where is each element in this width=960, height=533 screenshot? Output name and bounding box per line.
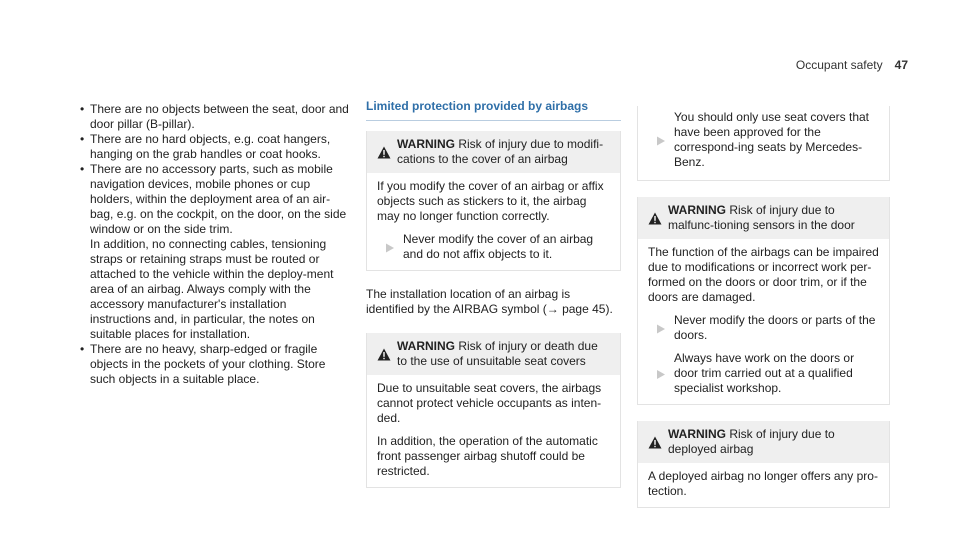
instruction-arrow-icon <box>656 112 666 170</box>
warning-headline: Risk of injury due to deployed airbag <box>668 427 835 456</box>
warning-header <box>638 421 889 463</box>
list-item-text: There are no objects between the seat, door and door pillar (B-pillar). <box>90 102 349 131</box>
list-item <box>80 102 350 132</box>
warning-signal-word: WARNING <box>397 137 455 151</box>
warning-header <box>367 131 620 173</box>
list-item-text: There are no accessory parts, such as mobile navigation devices, mobile phones or cup holders, within the deployment area of an air-bag, e.g. on the cockpit, on the door, on the side window or on the side trim. <box>90 162 347 236</box>
warning-text: A deployed airbag no longer offers any pro-tection. <box>648 469 878 498</box>
instruction-step <box>648 351 879 396</box>
instruction-step <box>648 110 879 170</box>
warning-box-door-sensors <box>637 197 890 405</box>
list-item <box>80 132 350 162</box>
page-number: 47 <box>894 58 908 72</box>
instruction-text: You should only use seat covers that have been approved for the correspond-ing seats by Mercedes-Benz. <box>674 110 870 169</box>
warning-text: If you modify the cover of an airbag or affix objects such as stickers to it, the airbag may no longer function correctly. <box>377 179 604 223</box>
list-item <box>80 342 350 387</box>
bullet-icon: • <box>80 342 85 356</box>
warning-box-deployed-airbag <box>637 421 890 508</box>
instruction-arrow-icon <box>385 234 395 262</box>
warning-signal-word: WARNING <box>668 203 726 217</box>
instruction-text: Never modify the doors or parts of the doors. <box>674 313 876 342</box>
warning-headline: Risk of injury or death due to the use of unsuitable seat covers <box>397 339 598 368</box>
continued-warning-box <box>637 106 890 181</box>
page-header <box>796 58 908 73</box>
warning-header <box>367 333 620 375</box>
bullet-icon: • <box>80 162 85 176</box>
list-item-text: There are no hard objects, e.g. coat hangers, hanging on the grab handles or coat hooks. <box>90 132 331 161</box>
warning-box-seat-covers <box>366 333 621 488</box>
body-paragraph: The installation location of an airbag is identified by the AIRBAG symbol (→ page 45). <box>366 287 613 316</box>
warning-triangle-icon <box>648 428 662 457</box>
instruction-step <box>648 313 879 343</box>
chapter-title: Occupant safety <box>795 58 883 72</box>
warning-header <box>638 197 889 239</box>
warning-text: In addition, the operation of the automatic front passenger airbag shutoff could be restricted. <box>377 434 598 478</box>
column-3 <box>637 106 890 508</box>
warning-body <box>638 239 889 404</box>
warning-body <box>638 463 889 507</box>
instruction-step <box>377 232 610 262</box>
warning-headline: Risk of injury due to malfunc-tioning sensors in the door <box>668 203 855 232</box>
list-item-text: There are no heavy, sharp-edged or fragile objects in the pockets of your clothing. Store such objects in a suitable place. <box>90 342 326 386</box>
instruction-text: Always have work on the doors or door trim carried out at a qualified specialist workshop. <box>674 351 855 395</box>
warning-triangle-icon <box>648 204 662 233</box>
warning-text: The function of the airbags can be impaired due to modifications or incorrect work per-formed on the doors or door trim, or if the doors are damaged. <box>648 245 879 304</box>
warning-headline: Risk of injury due to modifi-cations to the cover of an airbag <box>397 137 604 166</box>
column-1 <box>80 102 350 387</box>
warning-text: Due to unsuitable seat covers, the airbags cannot protect vehicle occupants as inten-ded. <box>377 381 602 425</box>
bullet-list <box>80 102 350 387</box>
section-heading: Limited protection provided by airbags <box>366 99 621 121</box>
instruction-arrow-icon <box>656 315 666 343</box>
warning-signal-word: WARNING <box>397 339 455 353</box>
warning-box-airbag-cover <box>366 131 621 271</box>
list-item <box>80 162 350 342</box>
list-item-extra-text: In addition, no connecting cables, tensioning straps or retaining straps must be routed or attached to the vehicle within the deploy-ment area of an airbag. Always comply with the accessory manufacturer's installation instructions and, in particular, the notes on suitable places for installation. <box>90 237 334 341</box>
bullet-icon: • <box>80 132 85 146</box>
instruction-text: Never modify the cover of an airbag and do not affix objects to it. <box>403 232 594 261</box>
bullet-icon: • <box>80 102 85 116</box>
warning-body <box>367 173 620 270</box>
warning-body <box>367 375 620 487</box>
warning-triangle-icon <box>377 340 391 369</box>
warning-triangle-icon <box>377 138 391 167</box>
column-2 <box>366 99 621 488</box>
instruction-arrow-icon <box>656 353 666 396</box>
warning-signal-word: WARNING <box>668 427 726 441</box>
